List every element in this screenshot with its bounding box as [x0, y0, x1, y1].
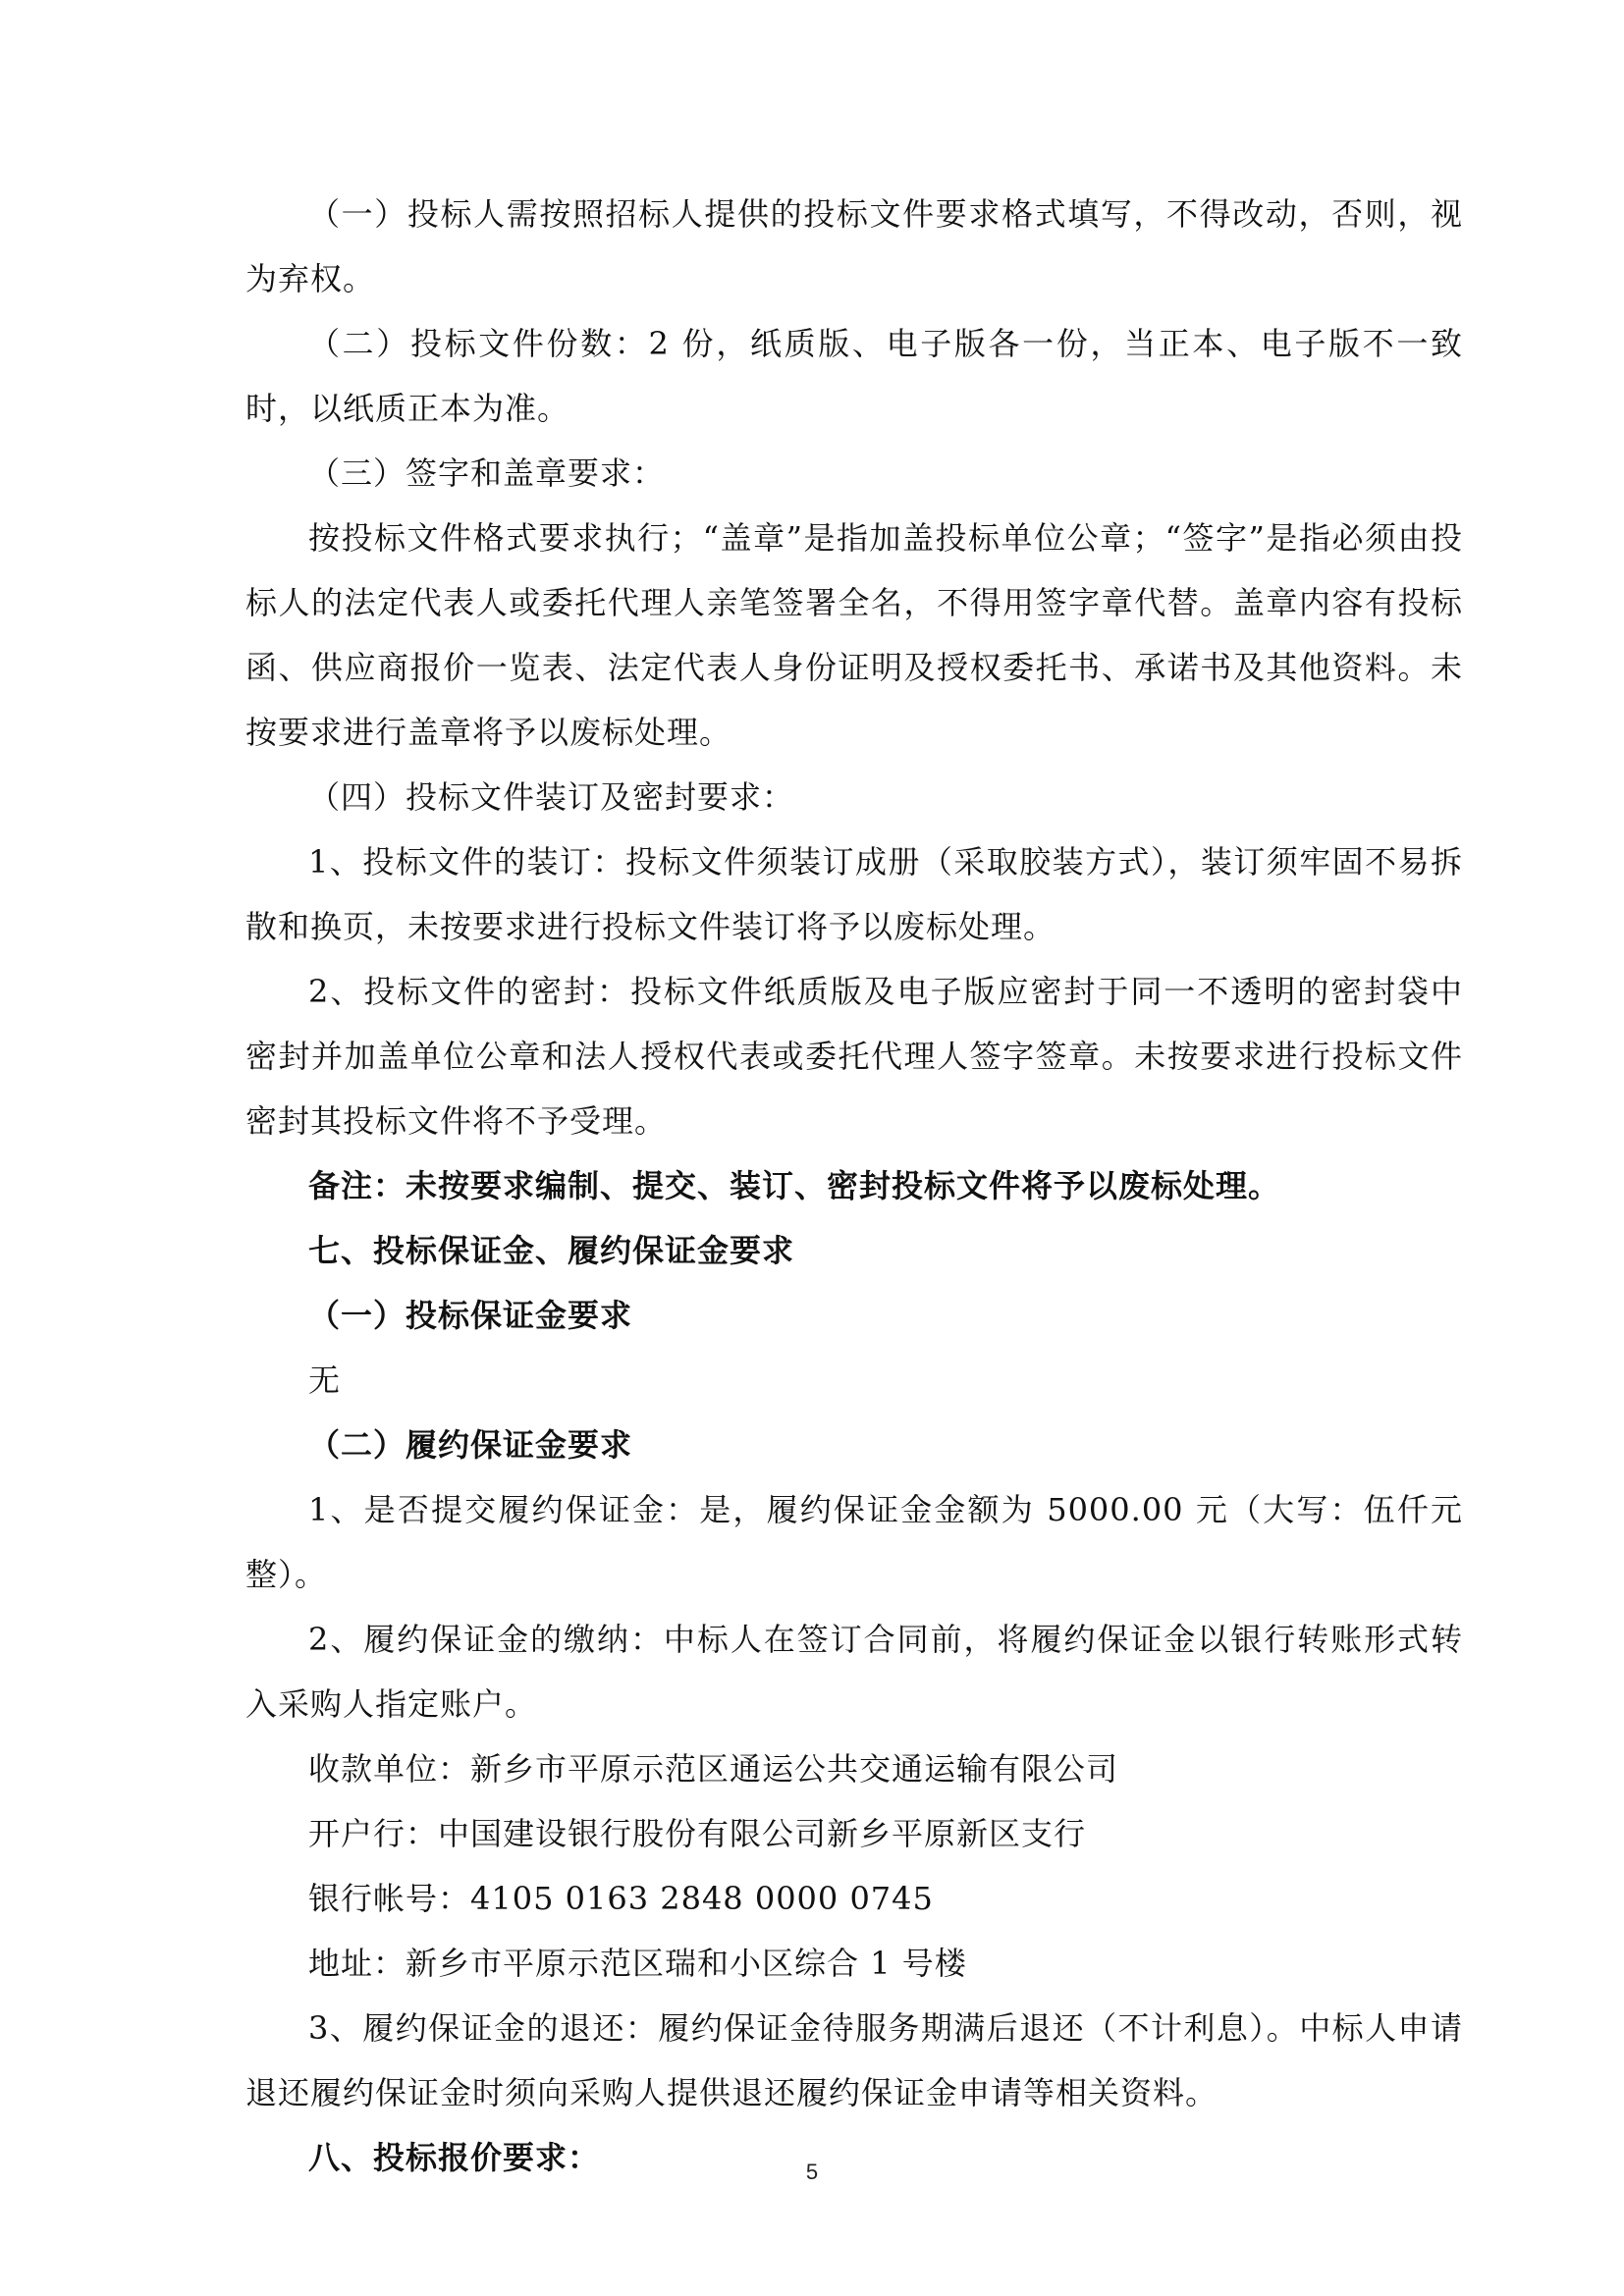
paragraph-format-requirement: （一）投标人需按照招标人提供的投标文件要求格式填写，不得改动，否则，视为弃权。 — [245, 195, 1463, 297]
paragraph-sealing: 2、投标文件的密封：投标文件纸质版及电子版应密封于同一不透明的密封袋中密封并加盖单位公章和法人授权代表或委托代理人签字签章。未按要求进行投标文件密封其投标文件将不予受理。 — [245, 973, 1463, 1140]
subheading-performance-deposit: （二）履约保证金要求 — [308, 1426, 633, 1464]
paragraph-deposit-payment: 2、履约保证金的缴纳：中标人在签订合同前，将履约保证金以银行转账形式转入采购人指定账户。 — [245, 1621, 1463, 1723]
paragraph-binding-sealing-heading: （四）投标文件装订及密封要求： — [308, 778, 795, 816]
paragraph-deposit-amount: 1、是否提交履约保证金：是，履约保证金金额为 5000.00 元（大写：伍仟元整）。 — [245, 1491, 1463, 1593]
paragraph-bid-deposit-none: 无 — [308, 1362, 342, 1399]
paragraph-address: 地址：新乡市平原示范区瑞和小区综合 1 号楼 — [308, 1945, 967, 1982]
paragraph-binding: 1、投标文件的装订：投标文件须装订成册（采取胶装方式），装订须牢固不易拆散和换页，未按要求进行投标文件装订将予以废标处理。 — [245, 843, 1463, 945]
paragraph-sign-seal-heading: （三）签字和盖章要求： — [308, 454, 666, 492]
paragraph-deposit-refund: 3、履约保证金的退还：履约保证金待服务期满后退还（不计利息）。中标人申请退还履约保证金时须向采购人提供退还履约保证金申请等相关资料。 — [245, 2009, 1463, 2111]
paragraph-remark: 备注：未按要求编制、提交、装订、密封投标文件将予以废标处理。 — [308, 1167, 1281, 1204]
document-body — [245, 182, 1463, 2190]
paragraph-copies-count: （二）投标文件份数：2 份，纸质版、电子版各一份，当正本、电子版不一致时，以纸质正本为准。 — [245, 325, 1463, 427]
subheading-bid-deposit: （一）投标保证金要求 — [308, 1297, 633, 1334]
page-number: 5 — [805, 2160, 819, 2184]
paragraph-bank: 开户行：中国建设银行股份有限公司新乡平原新区支行 — [308, 1815, 1087, 1852]
paragraph-account-number: 银行帐号：4105 0163 2848 0000 0745 — [308, 1880, 934, 1917]
paragraph-payee: 收款单位：新乡市平原示范区通运公共交通运输有限公司 — [308, 1750, 1119, 1788]
section-heading-deposits: 七、投标保证金、履约保证金要求 — [308, 1232, 795, 1269]
section-heading-bid-price: 八、投标报价要求： — [308, 2139, 601, 2176]
paragraph-sign-seal-detail: 按投标文件格式要求执行；“盖章”是指加盖投标单位公章；“签字”是指必须由投标人的法定代表人或委托代理人亲笔签署全名，不得用签字章代替。盖章内容有投标函、供应商报价一览表、法定代表人身份证明及授权委托书、承诺书及其他资料。未按要求进行盖章将予以废标处理。 — [245, 519, 1463, 751]
